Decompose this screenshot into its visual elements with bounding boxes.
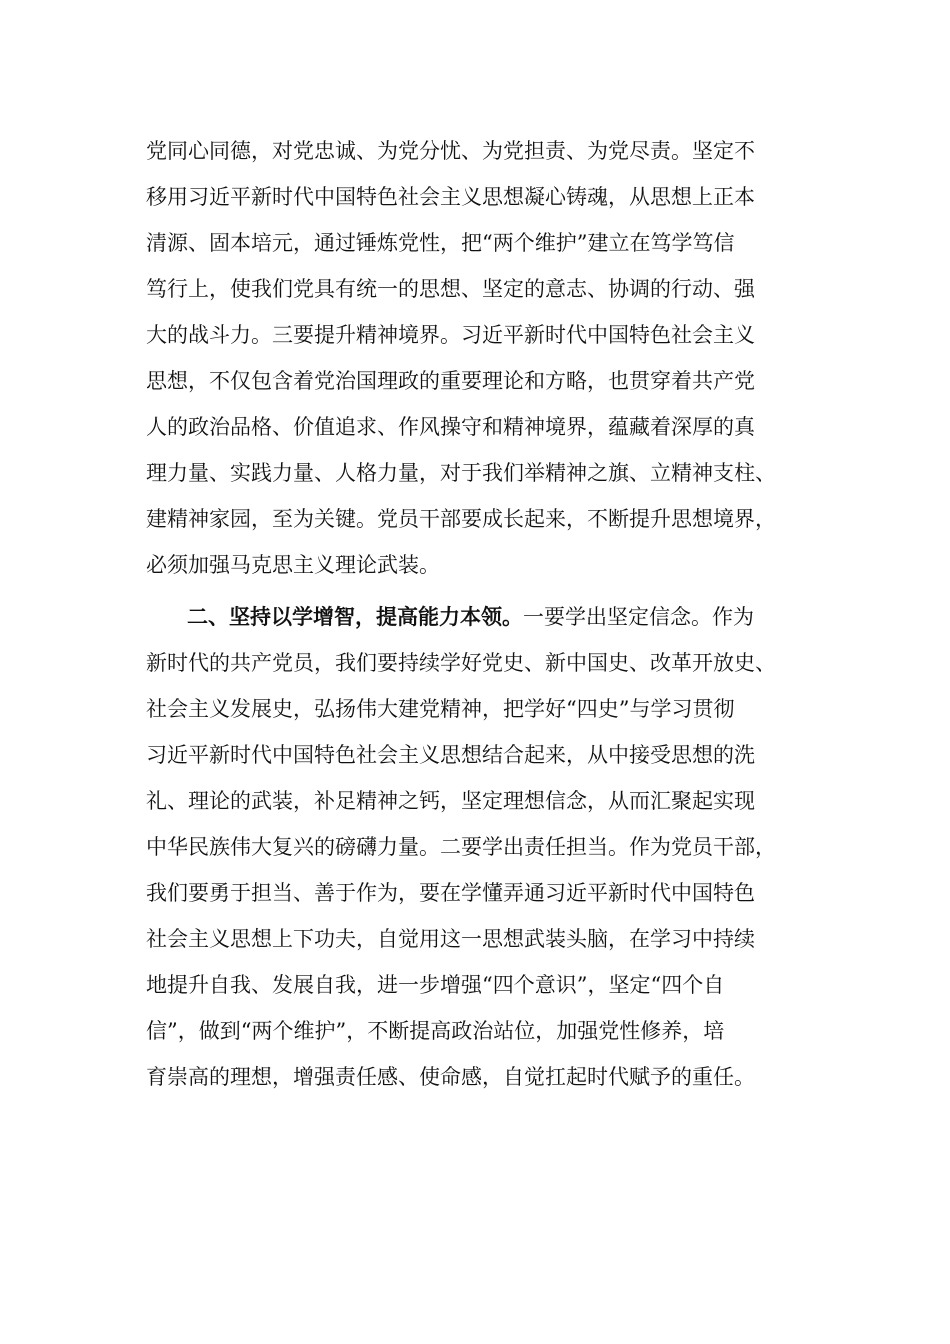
heading-continuation: 一要学出坚定信念。作为 bbox=[523, 605, 754, 629]
section-heading: 二、坚持以学增智，提高能力本领。 bbox=[187, 604, 523, 629]
text-line: 思想，不仅包含着党治国理政的重要理论和方略，也贯穿着共产党 bbox=[146, 369, 755, 393]
text-line: 社会主义发展史，弘扬伟大建党精神，把学好“四史”与学习贯彻 bbox=[146, 697, 735, 721]
text-line: 社会主义思想上下功夫，自觉用这一思想武装头脑，在学习中持续 bbox=[146, 927, 755, 951]
text-line: 大的战斗力。三要提升精神境界。习近平新时代中国特色社会主义 bbox=[146, 323, 755, 347]
text-line: 移用习近平新时代中国特色社会主义思想凝心铸魂，从思想上正本 bbox=[146, 185, 755, 209]
paragraph-2 bbox=[146, 594, 806, 1100]
text-line: 中华民族伟大复兴的磅礴力量。二要学出责任担当。作为党员干部， bbox=[146, 835, 776, 859]
text-line: 习近平新时代中国特色社会主义思想结合起来，从中接受思想的洗 bbox=[146, 743, 755, 767]
text-line: 党同心同德，对党忠诚、为党分忧、为党担责、为党尽责。坚定不 bbox=[146, 139, 755, 163]
text-line: 笃行上，使我们党具有统一的思想、坚定的意志、协调的行动、强 bbox=[146, 277, 755, 301]
document-body bbox=[146, 128, 806, 1100]
paragraph-1 bbox=[146, 128, 806, 588]
text-line: 地提升自我、发展自我，进一步增强“四个意识”，坚定“四个自 bbox=[146, 973, 725, 997]
text-line: 理力量、实践力量、人格力量，对于我们举精神之旗、立精神支柱、 bbox=[146, 461, 776, 485]
text-line: 我们要勇于担当、善于作为，要在学懂弄通习近平新时代中国特色 bbox=[146, 881, 755, 905]
text-line: 新时代的共产党员，我们要持续学好党史、新中国史、改革开放史、 bbox=[146, 651, 776, 675]
text-line-first bbox=[146, 594, 806, 640]
text-line: 人的政治品格、价值追求、作风操守和精神境界，蕴藏着深厚的真 bbox=[146, 415, 755, 439]
text-line: 清源、固本培元，通过锤炼党性，把“两个维护”建立在笃学笃信 bbox=[146, 231, 735, 255]
text-line: 必须加强马克思主义理论武装。 bbox=[146, 553, 440, 577]
text-line: 育崇高的理想，增强责任感、使命感，自觉扛起时代赋予的重任。 bbox=[146, 1065, 755, 1089]
text-line: 礼、理论的武装，补足精神之钙，坚定理想信念，从而汇聚起实现 bbox=[146, 789, 755, 813]
text-line: 信”，做到“两个维护”，不断提高政治站位，加强党性修养，培 bbox=[146, 1019, 725, 1043]
text-line: 建精神家园，至为关键。党员干部要成长起来，不断提升思想境界， bbox=[146, 507, 776, 531]
